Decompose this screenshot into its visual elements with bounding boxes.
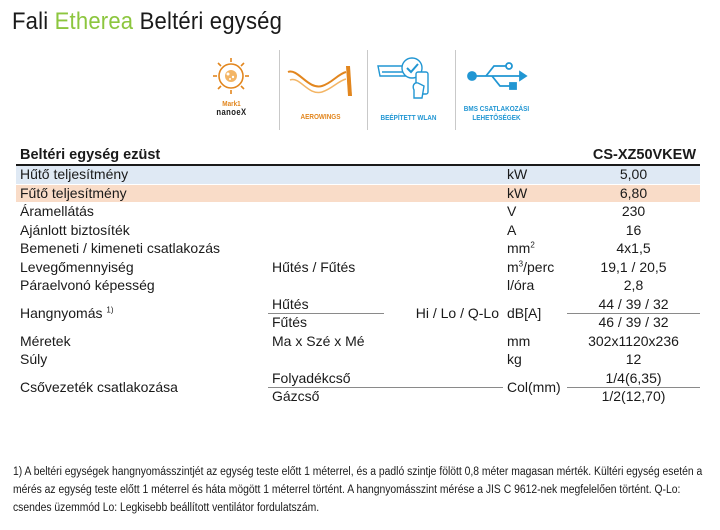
dehumid-label: Páraelvonó képesség bbox=[16, 277, 503, 296]
fuse-label: Ajánlott biztosíték bbox=[16, 221, 503, 240]
nanoe-x-icon bbox=[191, 50, 272, 100]
nanoe-x-label: nanoeX bbox=[216, 107, 247, 117]
power-value: 230 bbox=[567, 203, 700, 222]
page-title bbox=[12, 8, 282, 36]
cooling-label: Hűtő teljesítmény bbox=[16, 165, 503, 184]
bms-label-line1: BMS CSATLAKOZÁSI bbox=[463, 104, 530, 113]
aerowings-label: AEROWINGS bbox=[300, 112, 341, 121]
bms-icon bbox=[456, 50, 537, 102]
connection-row bbox=[16, 240, 700, 259]
heating-label: Fűtő teljesítmény bbox=[16, 184, 503, 203]
fuse-unit: A bbox=[503, 221, 567, 240]
title-suffix: Beltéri egység bbox=[139, 8, 283, 35]
airflow-unit-base: m bbox=[507, 258, 519, 275]
dehumid-unit: l/óra bbox=[503, 277, 567, 296]
noise-row-cool bbox=[16, 295, 700, 314]
cooling-row bbox=[16, 165, 700, 184]
dehumid-row bbox=[16, 277, 700, 296]
bms-label-line2: LEHETŐSÉGEK bbox=[472, 113, 521, 122]
noise-label bbox=[16, 295, 268, 332]
header-label: Beltéri egység ezüst bbox=[16, 147, 503, 165]
heating-value: 6,80 bbox=[567, 184, 700, 203]
aerowings-tile bbox=[279, 50, 360, 130]
wlan-label: BEÉPÍTETT WLAN bbox=[380, 113, 437, 122]
fuse-value: 16 bbox=[567, 221, 700, 240]
noise-heat-value: 46 / 39 / 32 bbox=[567, 314, 700, 333]
mark1-label: Mark1 bbox=[222, 99, 241, 108]
pipes-unit: Col(mm) bbox=[503, 369, 567, 406]
noise-label-text: Hangnyomás bbox=[20, 305, 103, 321]
table-header-row bbox=[16, 147, 700, 165]
pipes-row-liquid bbox=[16, 369, 700, 388]
weight-row bbox=[16, 351, 700, 370]
noise-heat-label: Fűtés bbox=[268, 314, 384, 333]
pipes-gas-value: 1/2(12,70) bbox=[567, 388, 700, 407]
nanoe-x-tile bbox=[191, 50, 272, 130]
weight-value: 12 bbox=[567, 351, 700, 370]
title-accent: Etherea bbox=[54, 8, 134, 35]
noise-note: 1) bbox=[106, 305, 114, 315]
dimensions-label: Méretek bbox=[16, 332, 268, 351]
noise-unit: dB[A] bbox=[503, 295, 567, 332]
pipes-label: Csővezeték csatlakozása bbox=[16, 369, 268, 406]
weight-unit: kg bbox=[503, 351, 567, 370]
title-prefix: Fali bbox=[12, 8, 49, 35]
connection-unit-base: mm bbox=[507, 240, 531, 257]
airflow-unit-sup: 3 bbox=[518, 259, 524, 269]
airflow-mode: Hűtés / Fűtés bbox=[268, 258, 503, 277]
noise-cool-label: Hűtés bbox=[268, 295, 384, 314]
wlan-tile bbox=[367, 50, 448, 130]
heating-unit: kW bbox=[503, 184, 567, 203]
pipes-liquid-value: 1/4(6,35) bbox=[567, 369, 700, 388]
pipes-gas-label: Gázcső bbox=[268, 388, 503, 407]
heating-row bbox=[16, 184, 700, 203]
fuse-row bbox=[16, 221, 700, 240]
dehumid-value: 2,8 bbox=[567, 277, 700, 296]
connection-value: 4x1,5 bbox=[567, 240, 700, 259]
power-label: Áramellátás bbox=[16, 203, 503, 222]
power-row bbox=[16, 203, 700, 222]
spec-table bbox=[16, 147, 700, 407]
model-number: CS-XZ50VKEW bbox=[503, 147, 700, 165]
aerowings-icon bbox=[280, 50, 361, 110]
dimensions-mode: Ma x Szé x Mé bbox=[268, 332, 503, 351]
airflow-unit bbox=[503, 258, 567, 277]
wlan-icon bbox=[368, 50, 449, 102]
pipes-liquid-label: Folyadékcső bbox=[268, 369, 503, 388]
weight-label: Súly bbox=[16, 351, 503, 370]
dimensions-value: 302x1120x236 bbox=[567, 332, 700, 351]
noise-levels: Hi / Lo / Q-Lo bbox=[384, 295, 503, 332]
power-unit: V bbox=[503, 203, 567, 222]
connection-unit bbox=[503, 240, 567, 259]
cooling-unit: kW bbox=[503, 165, 567, 184]
connection-unit-sup: 2 bbox=[530, 240, 535, 250]
cooling-value: 5,00 bbox=[567, 165, 700, 184]
airflow-row bbox=[16, 258, 700, 277]
connection-label: Bemeneti / kimeneti csatlakozás bbox=[16, 240, 503, 259]
airflow-value: 19,1 / 20,5 bbox=[567, 258, 700, 277]
dimensions-unit: mm bbox=[503, 332, 567, 351]
noise-cool-value: 44 / 39 / 32 bbox=[567, 295, 700, 314]
footnote: 1) A beltéri egységek hangnyomásszintjét az egység teste előtt 1 méterrel, és a padló szintje fölött 0,8 méter magasan mérték. Kültéri egység esetén a mérés az egység teste előtt 1 méterrel és háta mögött 1 méterrel történt. A hangnyomásszint mérése a JIS C 9612-nek megfelelően történt. Q-Lo: csendes üzemmód Lo: Legkisebb beállított ventilátor fordulatszám. bbox=[13, 466, 703, 514]
bms-tile bbox=[455, 50, 536, 130]
airflow-label: Levegőmennyiség bbox=[16, 258, 268, 277]
feature-icons bbox=[191, 50, 541, 130]
airflow-unit-suffix: /perc bbox=[523, 258, 555, 275]
dimensions-row bbox=[16, 332, 700, 351]
